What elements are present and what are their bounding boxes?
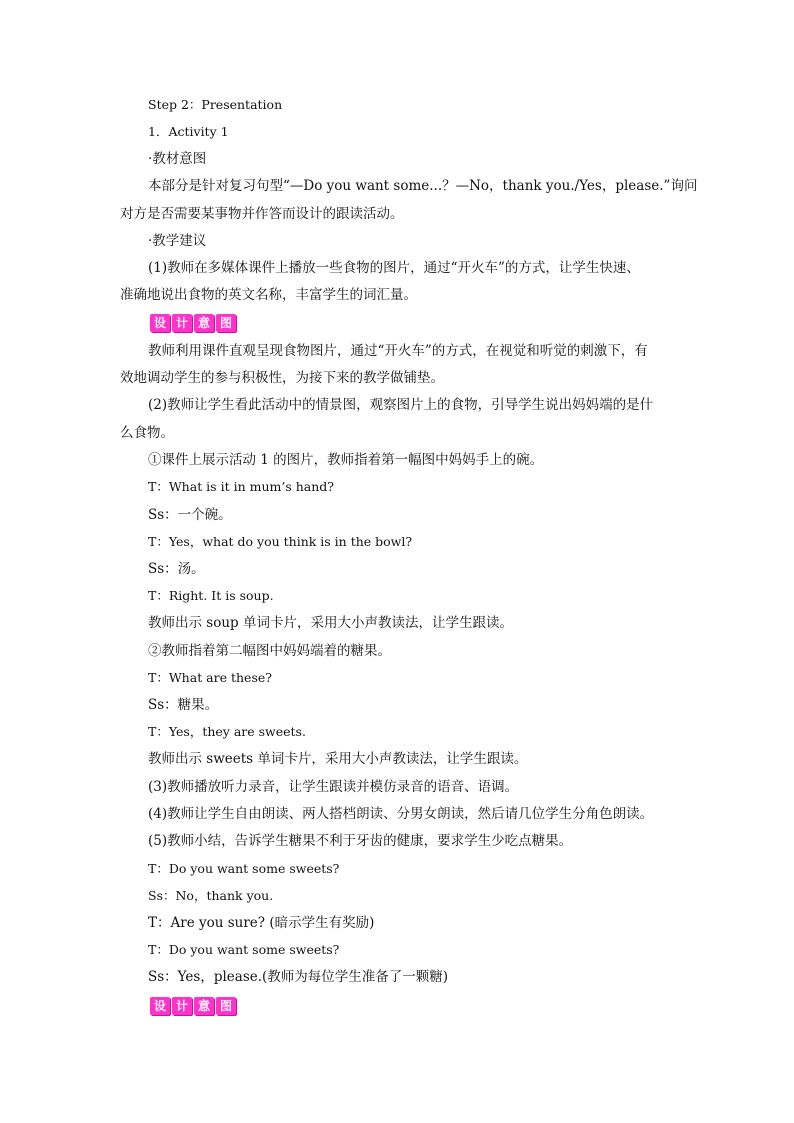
paragraph-line: (4)教师让学生自由朗读、两人搭档朗读、分男女朗读，然后请几位学生分角色朗读。	[148, 806, 654, 822]
dialogue-line: T：Do you want some sweets?	[148, 942, 340, 957]
paragraph-line: (5)教师小结，告诉学生糖果不利于牙齿的健康，要求学生少吃点糖果。	[148, 833, 573, 849]
paragraph-line: 对方是否需要某事物并作答而设计的跟读活动。	[120, 206, 404, 222]
activity-heading: 1．Activity 1	[148, 124, 229, 139]
section-label-suggestion: ·教学建议	[148, 233, 207, 249]
dialogue-line: T：Are you sure? (暗示学生有奖励)	[148, 915, 375, 931]
paragraph-line: 准确地说出食物的英文名称，丰富学生的词汇量。	[120, 287, 417, 303]
dialogue-line: T：Do you want some sweets?	[148, 861, 340, 876]
paragraph-line: ①课件上展示活动 1 的图片，教师指着第一幅图中妈妈手上的碗。	[148, 452, 544, 468]
paragraph-line: 么食物。	[120, 425, 174, 441]
dialogue-line: Ss：糖果。	[148, 697, 219, 713]
paragraph-line: 教师出示 soup 单词卡片，采用大小声教读法，让学生跟读。	[148, 615, 513, 631]
paragraph-line: 教师出示 sweets 单词卡片，采用大小声教读法，让学生跟读。	[148, 751, 528, 767]
badge-char: 意	[194, 997, 214, 1015]
dialogue-line: Ss：汤。	[148, 561, 205, 577]
design-intent-badge	[150, 997, 236, 1015]
dialogue-line: T：Yes，they are sweets.	[148, 724, 306, 739]
dialogue-line: Ss：Yes，please.(教师为每位学生准备了一颗糖)	[148, 969, 449, 985]
badge-char: 设	[150, 314, 170, 332]
badge-char: 图	[216, 314, 236, 332]
badge-char: 计	[172, 997, 192, 1015]
paragraph-line: (2)教师让学生看此活动中的情景图，观察图片上的食物，引导学生说出妈妈端的是什	[148, 397, 654, 413]
badge-char: 设	[150, 997, 170, 1015]
dialogue-line: T：What are these?	[148, 670, 272, 685]
paragraph-line: 本部分是针对复习句型“—Do you want some...？—No，thank you./Yes，please.”询问	[148, 178, 698, 194]
badge-char: 意	[194, 314, 214, 332]
paragraph-line: (1)教师在多媒体课件上播放一些食物的图片，通过“开火车”的方式，让学生快速、	[148, 260, 640, 276]
section-label-intent: ·教材意图	[148, 151, 207, 167]
step-heading: Step 2：Presentation	[148, 97, 283, 112]
paragraph-line: (3)教师播放听力录音，让学生跟读并模仿录音的语音、语调。	[148, 779, 519, 795]
paragraph-line: ②教师指着第二幅图中妈妈端着的糖果。	[148, 643, 391, 659]
dialogue-line: T：Right. It is soup.	[148, 588, 274, 603]
dialogue-line: Ss：No，thank you.	[148, 888, 274, 903]
dialogue-line: Ss：一个碗。	[148, 507, 232, 523]
paragraph-line: 教师利用课件直观呈现食物图片，通过“开火车”的方式，在视觉和听觉的刺激下，有	[148, 343, 648, 359]
dialogue-line: T：What is it in mum’s hand?	[148, 479, 334, 494]
badge-char: 图	[216, 997, 236, 1015]
design-intent-badge	[150, 314, 236, 332]
paragraph-line: 效地调动学生的参与积极性，为接下来的教学做铺垫。	[120, 370, 444, 386]
badge-char: 计	[172, 314, 192, 332]
dialogue-line: T：Yes，what do you think is in the bowl?	[148, 534, 413, 549]
